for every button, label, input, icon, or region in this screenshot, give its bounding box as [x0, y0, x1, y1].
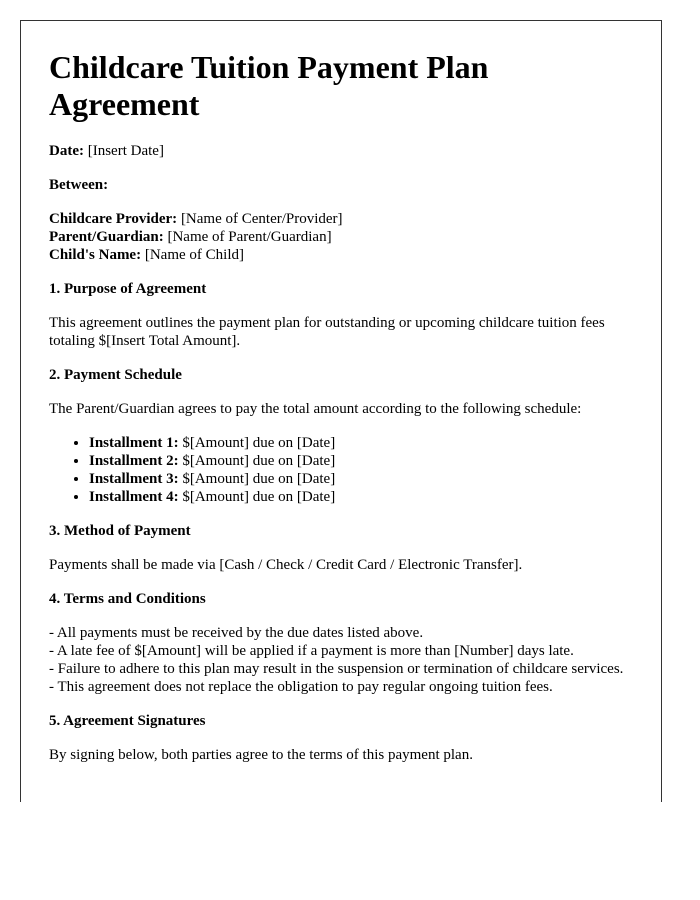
date-line	[49, 142, 633, 160]
installment-label: Installment 2:	[89, 453, 179, 469]
between-label: Between:	[49, 177, 109, 193]
terms-heading: 4. Terms and Conditions	[49, 591, 206, 607]
installment-label: Installment 1:	[89, 435, 179, 451]
child-value: [Name of Child]	[144, 247, 244, 263]
signatures-heading: 5. Agreement Signatures	[49, 713, 206, 729]
date-label: Date:	[49, 143, 84, 159]
child-label: Child's Name:	[49, 247, 142, 263]
provider-value: [Name of Center/Provider]	[180, 211, 343, 227]
method-text: Payments shall be made via [Cash / Check / Credit Card / Electronic Transfer].	[49, 557, 523, 573]
list-item	[89, 488, 633, 506]
terms-item: - All payments must be received by the due dates listed above.	[49, 625, 424, 641]
terms-item: - Failure to adhere to this plan may result in the suspension or termination of childcare services.	[49, 661, 624, 677]
signatures-text: By signing below, both parties agree to the terms of this payment plan.	[49, 747, 473, 763]
schedule-heading: 2. Payment Schedule	[49, 367, 182, 383]
parent-label: Parent/Guardian:	[49, 229, 164, 245]
list-item	[89, 470, 633, 488]
provider-label: Childcare Provider:	[49, 211, 178, 227]
agreement-document	[20, 20, 662, 802]
purpose-text: This agreement outlines the payment plan for outstanding or upcoming childcare tuition fees totaling $[Insert Total Amount].	[49, 315, 605, 349]
list-item	[89, 434, 633, 452]
installment-list	[49, 434, 633, 506]
list-item	[89, 452, 633, 470]
parties-block	[49, 210, 633, 264]
installment-value: $[Amount] due on [Date]	[182, 471, 336, 487]
terms-item: - A late fee of $[Amount] will be applied if a payment is more than [Number] days late.	[49, 643, 574, 659]
method-heading: 3. Method of Payment	[49, 523, 191, 539]
schedule-text: The Parent/Guardian agrees to pay the total amount according to the following schedule:	[49, 401, 582, 417]
terms-list	[49, 624, 633, 696]
parent-value: [Name of Parent/Guardian]	[167, 229, 332, 245]
installment-value: $[Amount] due on [Date]	[182, 435, 336, 451]
installment-label: Installment 3:	[89, 471, 179, 487]
installment-value: $[Amount] due on [Date]	[182, 453, 336, 469]
terms-item: - This agreement does not replace the obligation to pay regular ongoing tuition fees.	[49, 679, 553, 695]
date-value: [Insert Date]	[87, 143, 164, 159]
purpose-heading: 1. Purpose of Agreement	[49, 281, 207, 297]
document-title: Childcare Tuition Payment Plan Agreement	[49, 49, 489, 122]
installment-label: Installment 4:	[89, 489, 179, 505]
installment-value: $[Amount] due on [Date]	[182, 489, 336, 505]
